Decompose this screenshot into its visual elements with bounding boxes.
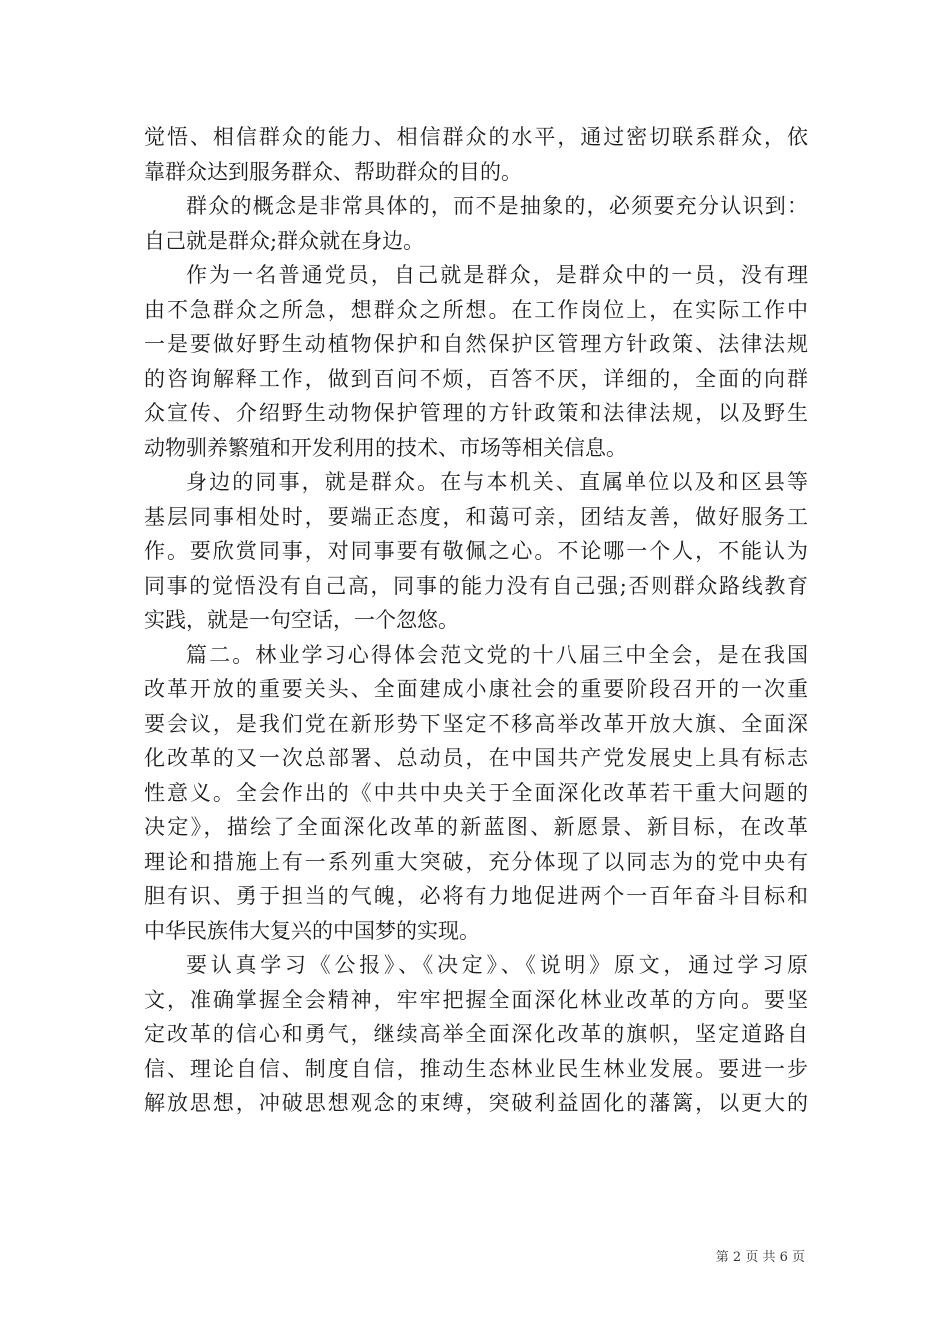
text-line: 同事的觉悟没有自己高，同事的能力没有自己强;否则群众路线教育	[144, 573, 808, 598]
text-line: 动物驯养繁殖和开发利用的技术、市场等相关信息。	[144, 435, 627, 460]
body-text	[144, 120, 808, 1121]
text-line: 要认真学习《公报》、《决定》、《说明》原文，通过学习原	[186, 953, 808, 977]
text-line: 性意义。全会作出的《中共中央关于全面深化改革若干重大问题的	[144, 780, 808, 805]
paragraph-2	[144, 189, 808, 258]
text-line: 觉悟、相信群众的能力、相信群众的水平，通过密切联系群众，依	[144, 125, 808, 149]
paragraph-5	[144, 638, 808, 949]
text-line: 群众的概念是非常具体的，而不是抽象的，必须要充分认识到：	[186, 194, 808, 218]
text-line: 改革开放的重要关头、全面建成小康社会的重要阶段召开的一次重	[144, 677, 808, 701]
text-line: 解放思想，冲破思想观念的束缚，突破利益固化的藩篱，以更大的	[144, 1091, 808, 1115]
text-line: 基层同事相处时，要端正态度，和蔼可亲，团结友善，做好服务工	[144, 504, 808, 529]
text-line: 定改革的信心和勇气，继续高举全面深化改革的旗帜，坚定道路自	[144, 1022, 808, 1046]
text-line: 信、理论自信、制度自信，推动生态林业民生林业发展。要进一步	[144, 1056, 808, 1081]
text-line: 文，准确掌握全会精神，牢牢把握全面深化林业改革的方向。要坚	[144, 987, 808, 1012]
text-line: 作。要欣赏同事，对同事要有敬佩之心。不论哪一个人，不能认为	[144, 539, 808, 563]
text-line: 理论和措施上有一系列重大突破，充分体现了以同志为的党中央有	[144, 849, 808, 874]
page-number-footer: 第 2 页 共 6 页	[715, 1250, 805, 1265]
text-line: 的咨询解释工作，做到百问不烦，百答不厌，详细的，全面的向群	[144, 366, 808, 391]
text-line: 中华民族伟大复兴的中国梦的实现。	[144, 918, 480, 943]
text-line: 自己就是群众;群众就在身边。	[144, 228, 425, 253]
text-line: 化改革的又一次总部署、总动员，在中国共产党发展史上具有标志	[144, 746, 808, 770]
text-line: 实践，就是一句空话，一个忽悠。	[144, 608, 459, 632]
text-line: 胆有识、勇于担当的气魄，必将有力地促进两个一百年奋斗目标和	[144, 884, 808, 908]
paragraph-1	[144, 120, 808, 189]
text-line: 众宣传、介绍野生动物保护管理的方针政策和法律法规，以及野生	[144, 401, 808, 425]
paragraph-3	[144, 258, 808, 465]
paragraph-6	[144, 948, 808, 1121]
text-line: 作为一名普通党员，自己就是群众，是群众中的一员，没有理	[186, 263, 808, 287]
text-line: 要会议，是我们党在新形势下坚定不移高举改革开放大旗、全面深	[144, 711, 808, 736]
text-line: 身边的同事，就是群众。在与本机关、直属单位以及和区县等	[186, 470, 808, 494]
text-line: 一是要做好野生动植物保护和自然保护区管理方针政策、法律法规	[144, 332, 808, 356]
text-line: 由不急群众之所急，想群众之所想。在工作岗位上，在实际工作中	[144, 297, 808, 322]
text-line: 决定》，描绘了全面深化改革的新蓝图、新愿景、新目标，在改革	[144, 815, 808, 839]
paragraph-4	[144, 465, 808, 638]
text-line: 靠群众达到服务群众、帮助群众的目的。	[144, 159, 522, 184]
text-line: 篇二。林业学习心得体会范文党的十八届三中全会，是在我国	[186, 642, 808, 667]
